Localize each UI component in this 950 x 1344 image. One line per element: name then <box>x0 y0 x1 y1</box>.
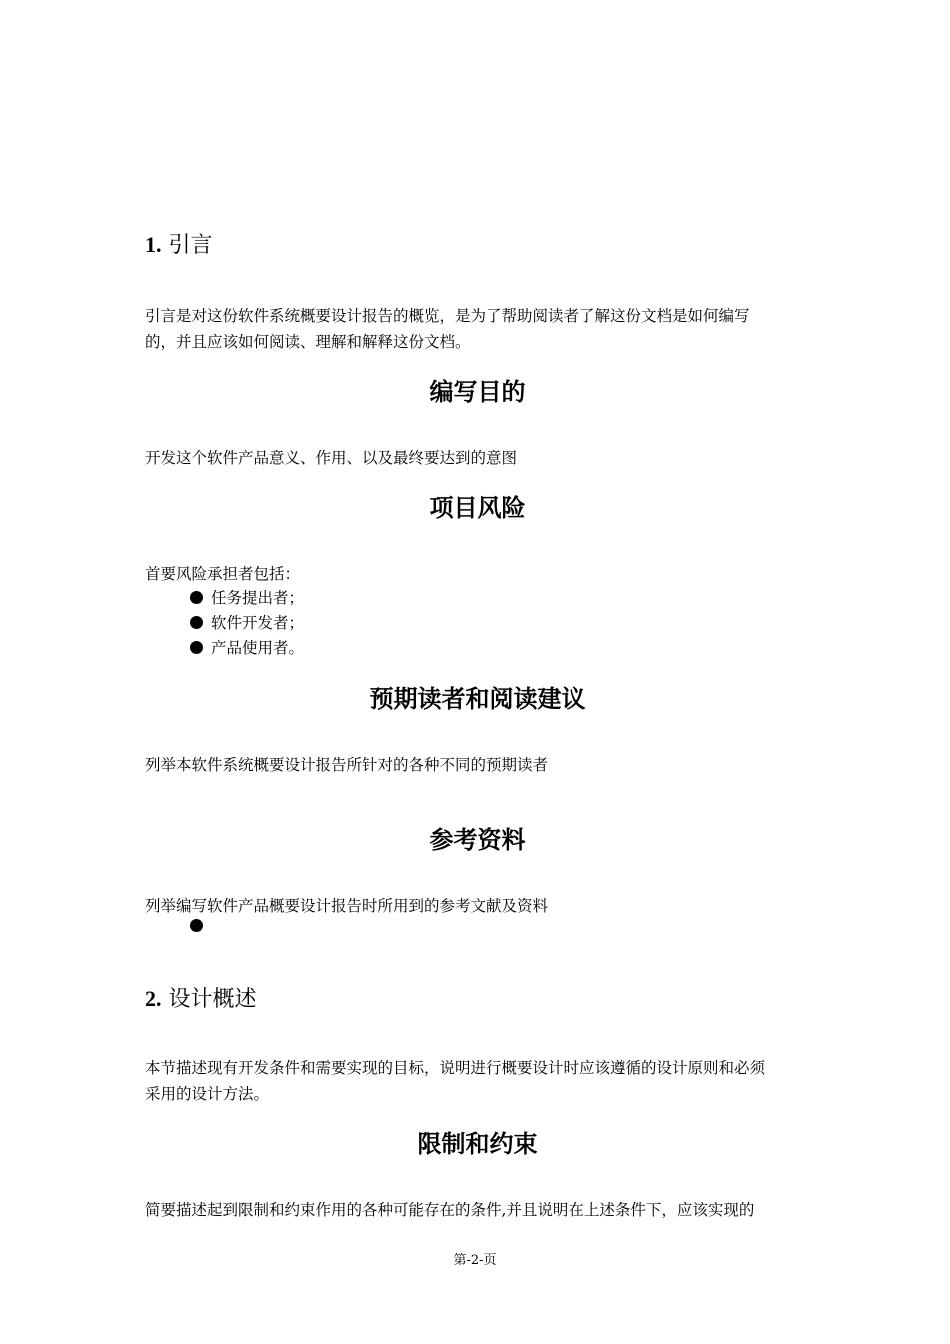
overview-line-1: 本节描述现有开发条件和需要实现的目标，说明进行概要设计时应该遵循的设计原则和必须 <box>145 1059 766 1077</box>
chapter-1-heading <box>145 228 213 259</box>
references-text: 列举编写软件产品概要设计报告时所用到的参考文献及资料 <box>145 897 549 915</box>
chapter-title: 设计概述 <box>168 987 257 1012</box>
overview-paragraph <box>145 1055 810 1107</box>
bullet-icon <box>190 591 203 604</box>
list-item <box>190 611 304 633</box>
list-item <box>190 919 211 932</box>
section-heading-references: 参考资料 <box>429 826 526 854</box>
overview-line-2: 采用的设计方法。 <box>145 1085 270 1103</box>
chapter-number: 2. <box>145 986 162 1011</box>
readers-text: 列举本软件系统概要设计报告所针对的各种不同的预期读者 <box>145 756 549 774</box>
section-heading-risk: 项目风险 <box>429 494 526 522</box>
section-heading-purpose: 编写目的 <box>429 378 526 406</box>
list-item <box>190 636 304 658</box>
chapter-number: 1. <box>145 232 162 257</box>
constraints-text: 简要描述起到限制和约束作用的各种可能存在的条件,并且说明在上述条件下，应该实现的 <box>145 1201 755 1219</box>
list-item-text: 软件开发者； <box>211 614 305 632</box>
purpose-text: 开发这个软件产品意义、作用、以及最终要达到的意图 <box>145 449 518 467</box>
page-number: 第-2-页 <box>453 1253 497 1268</box>
bullet-icon <box>190 616 203 629</box>
intro-line-1: 引言是对这份软件系统概要设计报告的概览，是为了帮助阅读者了解这份文档是如何编写 <box>145 307 750 325</box>
intro-paragraph <box>145 303 810 355</box>
list-item <box>190 586 304 608</box>
bullet-icon <box>190 919 203 932</box>
intro-line-2: 的，并且应该如何阅读、理解和解释这份文档。 <box>145 333 471 351</box>
chapter-title: 引言 <box>168 233 213 258</box>
section-heading-readers: 预期读者和阅读建议 <box>369 685 586 713</box>
section-heading-constraints: 限制和约束 <box>417 1130 538 1158</box>
risk-text: 首要风险承担者包括： <box>145 565 301 583</box>
chapter-2-heading <box>145 982 257 1013</box>
list-item-text: 任务提出者； <box>211 589 305 607</box>
bullet-icon <box>190 641 203 654</box>
list-item-text: 产品使用者。 <box>211 639 305 657</box>
